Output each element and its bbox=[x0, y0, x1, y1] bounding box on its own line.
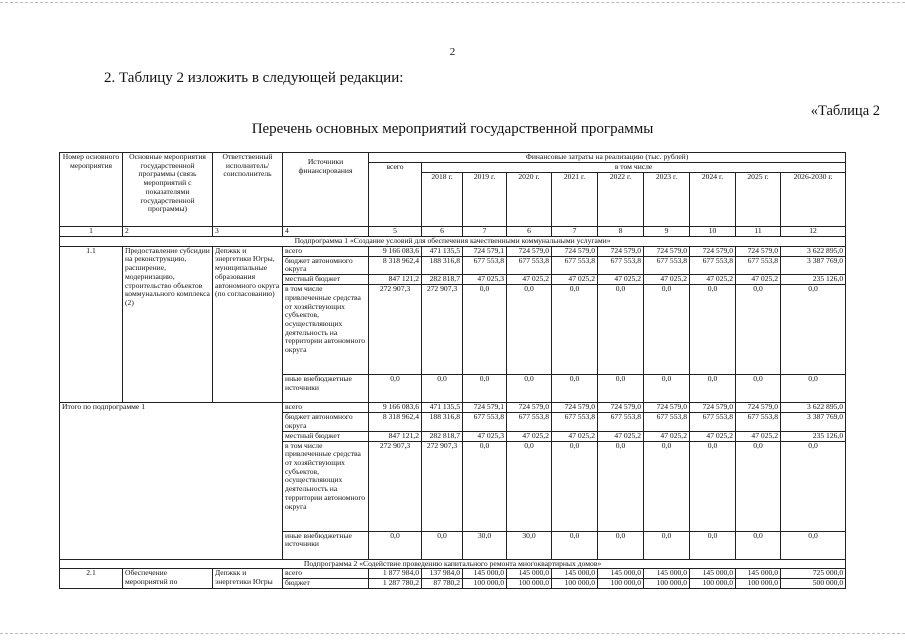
header-year: 2023 г. bbox=[644, 173, 690, 227]
table-row bbox=[60, 403, 846, 413]
amount-cell: 0,0 bbox=[598, 531, 644, 559]
table-row bbox=[60, 246, 846, 256]
amount-cell: 0,0 bbox=[463, 441, 507, 531]
amount-cell: 188 316,8 bbox=[422, 413, 463, 431]
amount-cell: 724 579,0 bbox=[552, 246, 598, 256]
amount-cell: 677 553,8 bbox=[552, 413, 598, 431]
document-title: Перечень основных мероприятий государственной программы bbox=[251, 121, 654, 137]
amount-cell: 677 553,8 bbox=[736, 256, 781, 274]
amount-cell: 724 579,0 bbox=[598, 246, 644, 256]
amount-cell: 724 579,0 bbox=[736, 246, 781, 256]
amount-cell: 272 907,3 bbox=[422, 285, 463, 375]
amount-cell: 724 579,0 bbox=[644, 246, 690, 256]
col-number: 6 bbox=[507, 227, 552, 237]
amount-cell: 725 000,0 bbox=[781, 569, 846, 579]
table-row bbox=[60, 569, 846, 579]
header-year: 2019 г. bbox=[463, 173, 507, 227]
amount-cell: 145 000,0 bbox=[598, 569, 644, 579]
total-label: Итого по подпрограмме 1 bbox=[60, 403, 283, 559]
amount-cell: 0,0 bbox=[369, 531, 422, 559]
amount-cell: 724 579,0 bbox=[598, 403, 644, 413]
header-year: 2022 г. bbox=[598, 173, 644, 227]
amount-cell: 272 907,3 bbox=[369, 441, 422, 531]
subprogram-2-heading: Подпрограмма 2 «Содействие проведению капитального ремонта многоквартирных домов» bbox=[60, 559, 846, 569]
event-description: Обеспечение мероприятий по bbox=[123, 569, 213, 589]
amount-cell: 1 287 780,2 bbox=[369, 579, 422, 589]
amount-cell: 724 579,0 bbox=[690, 246, 736, 256]
amount-cell: 3 387 769,0 bbox=[781, 256, 846, 274]
amount-cell: 0,0 bbox=[422, 375, 463, 403]
col-number: 2 bbox=[123, 227, 213, 237]
amount-cell: 724 579,1 bbox=[463, 246, 507, 256]
table-label: «Таблица 2 bbox=[810, 103, 880, 119]
funding-source: иные внебюджетные источники bbox=[283, 375, 369, 403]
amount-cell: 100 000,0 bbox=[644, 579, 690, 589]
amount-cell: 724 579,0 bbox=[507, 403, 552, 413]
amount-cell: 0,0 bbox=[463, 285, 507, 375]
amount-cell: 47 025,2 bbox=[598, 275, 644, 285]
amount-cell: 100 000,0 bbox=[552, 579, 598, 589]
amount-cell: 47 025,2 bbox=[736, 431, 781, 441]
col-number: 3 bbox=[213, 227, 283, 237]
amount-cell: 47 025,2 bbox=[507, 275, 552, 285]
amount-cell: 0,0 bbox=[422, 531, 463, 559]
amount-cell: 0,0 bbox=[690, 375, 736, 403]
amount-cell: 677 553,8 bbox=[644, 256, 690, 274]
amount-cell: 0,0 bbox=[781, 375, 846, 403]
amount-cell: 677 553,8 bbox=[690, 413, 736, 431]
amount-cell: 272 907,3 bbox=[369, 285, 422, 375]
amount-cell: 3 387 769,0 bbox=[781, 413, 846, 431]
amount-cell: 500 000,0 bbox=[781, 579, 846, 589]
amount-cell: 0,0 bbox=[507, 441, 552, 531]
amount-cell: 0,0 bbox=[644, 531, 690, 559]
amount-cell: 0,0 bbox=[552, 531, 598, 559]
scan-edge-top bbox=[0, 2, 905, 3]
amount-cell: 235 126,0 bbox=[781, 431, 846, 441]
amount-cell: 8 318 962,4 bbox=[369, 413, 422, 431]
col-number: 9 bbox=[644, 227, 690, 237]
amount-cell: 677 553,8 bbox=[463, 413, 507, 431]
amount-cell: 0,0 bbox=[552, 375, 598, 403]
amount-cell: 100 000,0 bbox=[463, 579, 507, 589]
header-year: 2025 г. bbox=[736, 173, 781, 227]
amount-cell: 272 907,3 bbox=[422, 441, 463, 531]
amount-cell: 0,0 bbox=[507, 285, 552, 375]
amount-cell: 282 818,7 bbox=[422, 275, 463, 285]
amount-cell: 47 025,2 bbox=[644, 431, 690, 441]
amount-cell: 145 000,0 bbox=[690, 569, 736, 579]
header-year: 2026-2030 г. bbox=[781, 173, 846, 227]
amount-cell: 145 000,0 bbox=[507, 569, 552, 579]
amount-cell: 47 025,2 bbox=[690, 431, 736, 441]
program-events-table bbox=[59, 152, 846, 589]
column-number-row bbox=[60, 227, 846, 237]
amount-cell: 0,0 bbox=[781, 285, 846, 375]
amount-cell: 0,0 bbox=[690, 531, 736, 559]
amount-cell: 0,0 bbox=[690, 285, 736, 375]
amount-cell: 0,0 bbox=[690, 441, 736, 531]
amount-cell: 9 166 083,6 bbox=[369, 403, 422, 413]
amount-cell: 0,0 bbox=[644, 285, 690, 375]
total-subprogram-1-group bbox=[60, 403, 846, 559]
col-number: 4 bbox=[283, 227, 369, 237]
event-responsible: Депжкк и энергетики Югры bbox=[213, 569, 283, 589]
col-number: 7 bbox=[552, 227, 598, 237]
amount-cell: 47 025,3 bbox=[463, 431, 507, 441]
amount-cell: 0,0 bbox=[598, 441, 644, 531]
funding-source: всего bbox=[283, 403, 369, 413]
scan-edge-bottom bbox=[0, 633, 905, 634]
amount-cell: 0,0 bbox=[552, 441, 598, 531]
event-description: Предоставление субсидии на реконструкцию, расширение, модернизацию, строительство объектов коммунального комплекса (2) bbox=[123, 246, 213, 402]
amount-cell: 235 126,0 bbox=[781, 275, 846, 285]
funding-source: всего bbox=[283, 246, 369, 256]
amount-cell: 0,0 bbox=[598, 375, 644, 403]
header-year: 2020 г. bbox=[507, 173, 552, 227]
amount-cell: 677 553,8 bbox=[690, 256, 736, 274]
amount-cell: 0,0 bbox=[598, 285, 644, 375]
event-responsible: Депжкк и энергетики Югры, муниципальные образования автономного округа (по согласованию) bbox=[213, 246, 283, 402]
col-number: 8 bbox=[598, 227, 644, 237]
funding-source: бюджет автономного округа bbox=[283, 256, 369, 274]
header-num: Номер основного мероприятия bbox=[60, 153, 123, 227]
amount-cell: 724 579,0 bbox=[552, 403, 598, 413]
amount-cell: 3 622 895,0 bbox=[781, 246, 846, 256]
event-number: 2.1 bbox=[60, 569, 123, 589]
amount-cell: 0,0 bbox=[781, 441, 846, 531]
instruction-text: 2. Таблицу 2 изложить в следующей редакции: bbox=[104, 70, 404, 86]
amount-cell: 471 135,5 bbox=[422, 403, 463, 413]
amount-cell: 677 553,8 bbox=[463, 256, 507, 274]
amount-cell: 3 622 895,0 bbox=[781, 403, 846, 413]
row-1-1-group bbox=[60, 246, 846, 402]
amount-cell: 145 000,0 bbox=[463, 569, 507, 579]
header-events: Основные мероприятия государственной программы (связь мероприятий с показателями государственной программы) bbox=[123, 153, 213, 227]
funding-source: бюджет bbox=[283, 579, 369, 589]
amount-cell: 0,0 bbox=[644, 375, 690, 403]
amount-cell: 677 553,8 bbox=[598, 256, 644, 274]
header-total: всего bbox=[369, 163, 422, 227]
amount-cell: 0,0 bbox=[507, 375, 552, 403]
amount-cell: 47 025,2 bbox=[736, 275, 781, 285]
header-year: 2018 г. bbox=[422, 173, 463, 227]
amount-cell: 47 025,2 bbox=[552, 431, 598, 441]
amount-cell: 724 579,0 bbox=[644, 403, 690, 413]
amount-cell: 47 025,3 bbox=[463, 275, 507, 285]
amount-cell: 677 553,8 bbox=[507, 413, 552, 431]
col-number: 5 bbox=[369, 227, 422, 237]
funding-source: местный бюджет bbox=[283, 275, 369, 285]
amount-cell: 9 166 083,6 bbox=[369, 246, 422, 256]
amount-cell: 8 318 962,4 bbox=[369, 256, 422, 274]
amount-cell: 87 780,2 bbox=[422, 579, 463, 589]
amount-cell: 677 553,8 bbox=[552, 256, 598, 274]
amount-cell: 47 025,2 bbox=[644, 275, 690, 285]
header-financial: Финансовые затраты на реализацию (тыс. рублей) bbox=[369, 153, 846, 163]
amount-cell: 0,0 bbox=[736, 531, 781, 559]
amount-cell: 677 553,8 bbox=[507, 256, 552, 274]
amount-cell: 724 579,0 bbox=[507, 246, 552, 256]
amount-cell: 0,0 bbox=[736, 285, 781, 375]
page-number: 2 bbox=[449, 46, 456, 58]
amount-cell: 100 000,0 bbox=[736, 579, 781, 589]
header-responsible: Ответственный исполнитель/ соисполнитель bbox=[213, 153, 283, 227]
amount-cell: 30,0 bbox=[507, 531, 552, 559]
funding-source: местный бюджет bbox=[283, 431, 369, 441]
event-number: 1.1 bbox=[60, 246, 123, 402]
amount-cell: 0,0 bbox=[644, 441, 690, 531]
amount-cell: 0,0 bbox=[781, 531, 846, 559]
header-sources: Источники финансирования bbox=[283, 153, 369, 227]
col-number: 7 bbox=[463, 227, 507, 237]
amount-cell: 471 135,5 bbox=[422, 246, 463, 256]
amount-cell: 0,0 bbox=[736, 441, 781, 531]
amount-cell: 100 000,0 bbox=[690, 579, 736, 589]
amount-cell: 145 000,0 bbox=[552, 569, 598, 579]
amount-cell: 145 000,0 bbox=[644, 569, 690, 579]
amount-cell: 0,0 bbox=[463, 375, 507, 403]
amount-cell: 677 553,8 bbox=[598, 413, 644, 431]
amount-cell: 47 025,2 bbox=[552, 275, 598, 285]
header-year: 2024 г. bbox=[690, 173, 736, 227]
header-including: в том числе bbox=[422, 163, 846, 173]
funding-source: всего bbox=[283, 569, 369, 579]
amount-cell: 724 579,0 bbox=[690, 403, 736, 413]
amount-cell: 100 000,0 bbox=[598, 579, 644, 589]
amount-cell: 724 579,1 bbox=[463, 403, 507, 413]
amount-cell: 724 579,0 bbox=[736, 403, 781, 413]
amount-cell: 100 000,0 bbox=[507, 579, 552, 589]
col-number: 1 bbox=[60, 227, 123, 237]
funding-source: в том числе привлеченные средства от хозяйствующих субъектов, осуществляющих деятельность на территории автономного округа bbox=[283, 441, 369, 531]
amount-cell: 677 553,8 bbox=[644, 413, 690, 431]
amount-cell: 188 316,8 bbox=[422, 256, 463, 274]
col-number: 10 bbox=[690, 227, 736, 237]
amount-cell: 0,0 bbox=[736, 375, 781, 403]
amount-cell: 47 025,2 bbox=[598, 431, 644, 441]
header-year: 2021 г. bbox=[552, 173, 598, 227]
amount-cell: 137 984,0 bbox=[422, 569, 463, 579]
funding-source: в том числе привлеченные средства от хозяйствующих субъектов, осуществляющих деятельность на территории автономного округа bbox=[283, 285, 369, 375]
amount-cell: 0,0 bbox=[552, 285, 598, 375]
col-number: 11 bbox=[736, 227, 781, 237]
col-number: 6 bbox=[422, 227, 463, 237]
amount-cell: 47 025,2 bbox=[690, 275, 736, 285]
col-number: 12 bbox=[781, 227, 846, 237]
amount-cell: 282 818,7 bbox=[422, 431, 463, 441]
amount-cell: 677 553,8 bbox=[736, 413, 781, 431]
amount-cell: 847 121,2 bbox=[369, 431, 422, 441]
funding-source: бюджет автономного округа bbox=[283, 413, 369, 431]
row-2-1-group bbox=[60, 569, 846, 589]
amount-cell: 145 000,0 bbox=[736, 569, 781, 579]
amount-cell: 30,0 bbox=[463, 531, 507, 559]
amount-cell: 1 877 984,0 bbox=[369, 569, 422, 579]
amount-cell: 47 025,2 bbox=[507, 431, 552, 441]
funding-source: иные внебюджетные источники bbox=[283, 531, 369, 559]
amount-cell: 847 121,2 bbox=[369, 275, 422, 285]
subprogram-1-heading: Подпрограмма 1 «Создание условий для обеспечения качественными коммунальными услугами» bbox=[60, 237, 846, 247]
amount-cell: 0,0 bbox=[369, 375, 422, 403]
